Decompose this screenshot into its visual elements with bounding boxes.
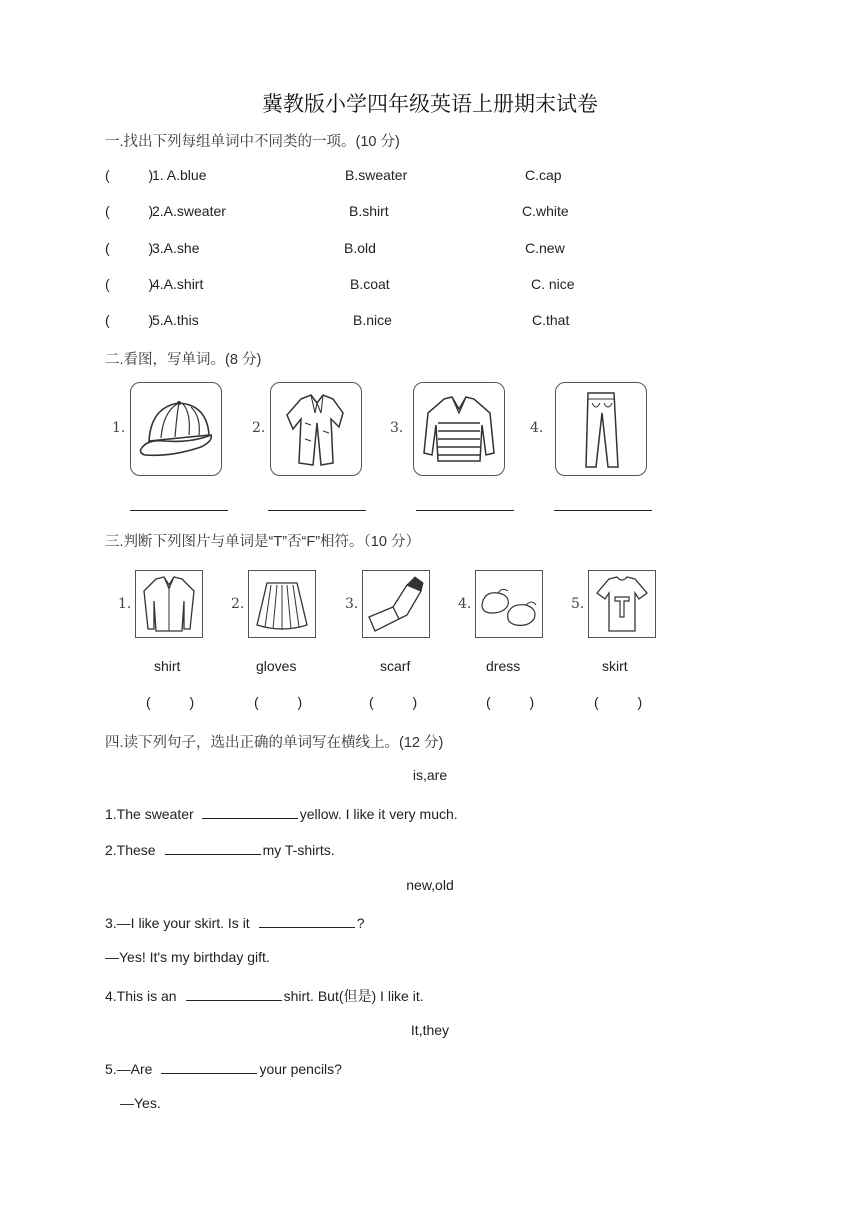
cap-icon [131,383,221,475]
option-c: C. nice [531,276,575,292]
answer-line[interactable] [268,510,366,511]
pants-icon [556,383,646,475]
option-c: C.white [522,203,569,219]
answer-blank[interactable] [259,913,355,928]
answer-paren[interactable]: ( ) [486,694,535,710]
option-c: C.new [525,240,565,256]
option-b: B.old [344,240,376,256]
sweater-icon [414,383,504,475]
answer-blank[interactable] [165,840,261,855]
pants-picture [555,382,647,476]
picture-number: 1. [118,596,132,612]
answer-paren[interactable]: ( ) [105,167,154,183]
picture-number: 2. [231,596,245,612]
skirt-picture [248,570,316,638]
section4-heading: 四.读下列句子，选出正确的单词写在横线上。(12 分) [105,735,444,751]
word-label: gloves [256,658,297,674]
word-options: It,they [410,1022,450,1038]
answer-3: —Yes! It's my birthday gift. [105,949,270,965]
option-a: 1. A.blue [152,167,207,183]
option-b: B.nice [353,312,392,328]
skirt-icon [249,571,315,637]
section1-heading: 一.找出下列每组单词中不同类的一项。(10 分) [105,134,400,150]
scarf-picture [362,570,430,638]
option-b: B.coat [350,276,390,292]
answer-paren[interactable]: ( ) [369,694,418,710]
question-3: 3.—I like your skirt. Is it ? [105,915,365,931]
option-b: B.sweater [345,167,408,183]
section2-heading: 二.看图，写单词。(8 分) [105,352,262,368]
question-5: 5.—Are your pencils? [105,1061,342,1077]
picture-number: 4. [458,596,472,612]
option-a: 3.A.she [152,240,200,256]
answer-line[interactable] [554,510,652,511]
word-label: dress [486,658,521,674]
cap-picture [130,382,222,476]
word-options: new,old [406,877,454,893]
question-1: 1.The sweater yellow. I like it very much. [105,806,458,822]
answer-paren[interactable]: ( ) [105,276,154,292]
answer-blank[interactable] [161,1059,257,1074]
section3-heading: 三.判断下列图片与单词是“T”否“F”相符。（10 分） [105,534,420,550]
word-label: shirt [154,658,181,674]
picture-number: 5. [571,596,585,612]
option-c: C.cap [525,167,562,183]
picture-number: 4. [530,420,544,436]
picture-number: 3. [345,596,359,612]
option-a: 4.A.shirt [152,276,204,292]
page-title: 冀教版小学四年级英语上册期末试卷 [262,92,598,116]
option-a: 5.A.this [152,312,199,328]
question-4: 4.This is an shirt. But(但是) I like it. [105,988,424,1004]
answer-blank[interactable] [202,804,298,819]
option-b: B.shirt [349,203,389,219]
coat-picture [270,382,362,476]
word-label: skirt [602,658,628,674]
answer-line[interactable] [416,510,514,511]
option-a: 2.A.sweater [152,203,226,219]
scarf-icon [363,571,429,637]
gloves-picture [475,570,543,638]
picture-number: 1. [112,420,126,436]
word-label: scarf [380,658,411,674]
tshirt-icon [589,571,655,637]
answer-paren[interactable]: ( ) [105,240,154,256]
picture-number: 3. [390,420,404,436]
shirt-icon [136,571,202,637]
answer-5: —Yes. [120,1095,161,1111]
answer-paren[interactable]: ( ) [594,694,643,710]
answer-paren[interactable]: ( ) [146,694,195,710]
picture-number: 2. [252,420,266,436]
option-c: C.that [532,312,570,328]
gloves-icon [476,571,542,637]
word-options: is,are [412,767,448,783]
answer-blank[interactable] [186,986,282,1001]
answer-paren[interactable]: ( ) [254,694,303,710]
shirt-picture [135,570,203,638]
answer-paren[interactable]: ( ) [105,312,154,328]
answer-paren[interactable]: ( ) [105,203,154,219]
tshirt-picture [588,570,656,638]
coat-icon [271,383,361,475]
question-2: 2.These my T-shirts. [105,842,335,858]
answer-line[interactable] [130,510,228,511]
sweater-picture [413,382,505,476]
